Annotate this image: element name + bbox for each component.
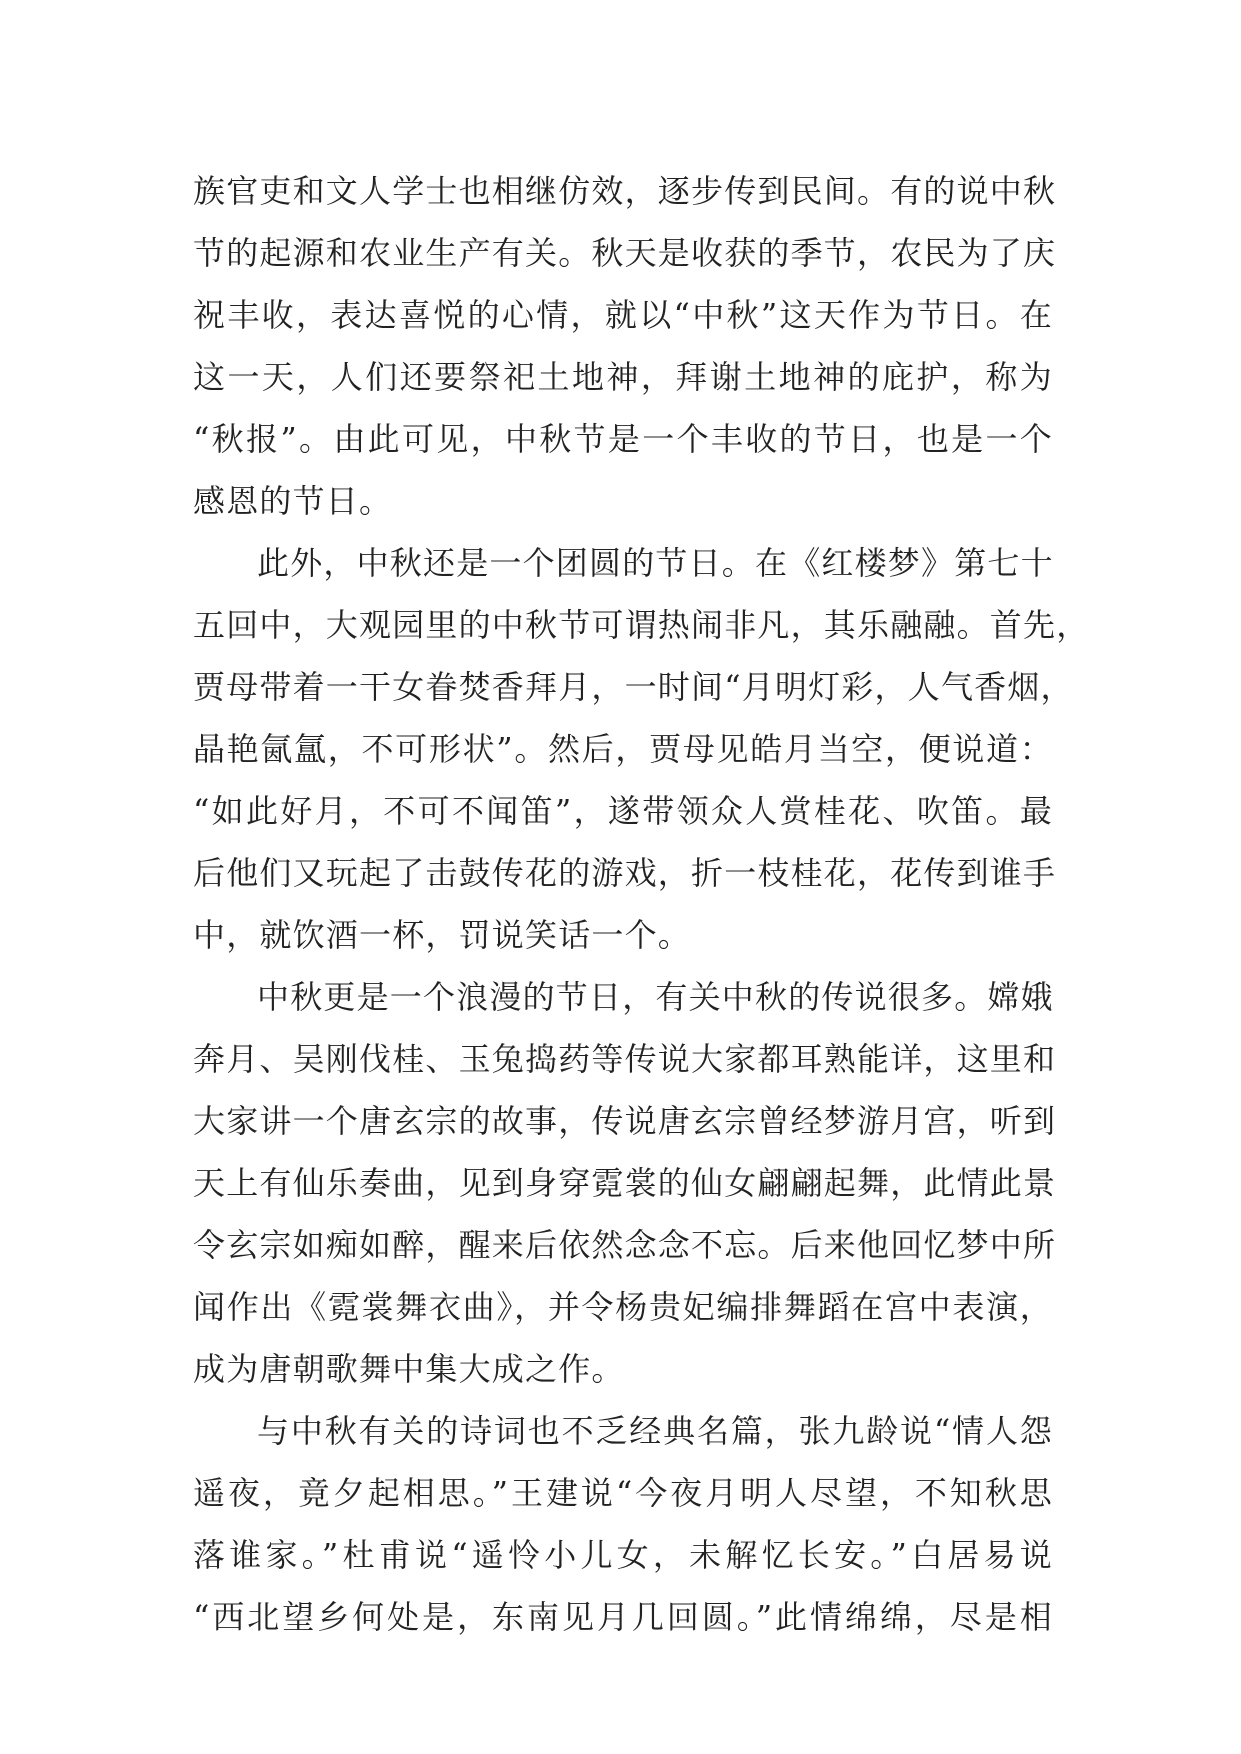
text-line: 天上有仙乐奏曲，见到身穿霓裳的仙女翩翩起舞，此情此景 xyxy=(193,1164,1057,1202)
text-line: “如此好月，不可不闻笛”，遂带领众人赏桂花、吹笛。最 xyxy=(193,792,1053,830)
text-line: 这一天，人们还要祭祀土地神，拜谢土地神的庇护，称为 xyxy=(193,358,1053,396)
text-line: 此外，中秋还是一个团圆的节日。在《红楼梦》第七十 xyxy=(257,544,1054,582)
text-line: 与中秋有关的诗词也不乏经典名篇，张九龄说“情人怨 xyxy=(257,1412,1053,1450)
text-line: 遥夜，竟夕起相思。”王建说“今夜月明人尽望，不知秋思 xyxy=(193,1474,1053,1512)
paragraph xyxy=(193,160,1057,532)
text-line: 后他们又玩起了击鼓传花的游戏，折一枝桂花，花传到谁手 xyxy=(193,854,1057,892)
text-line: 令玄宗如痴如醉，醒来后依然念念不忘。后来他回忆梦中所 xyxy=(193,1226,1057,1264)
text-line: 节的起源和农业生产有关。秋天是收获的季节，农民为了庆 xyxy=(193,234,1057,272)
text-line: 晶艳氤氲，不可形状”。然后，贾母见皓月当空，便说道： xyxy=(193,730,1053,768)
text-line: 感恩的节日。 xyxy=(193,482,393,520)
text-line: “秋报”。由此可见，中秋节是一个丰收的节日，也是一个 xyxy=(193,420,1053,458)
text-line: 五回中，大观园里的中秋节可谓热闹非凡，其乐融融。首先， xyxy=(193,606,1090,644)
text-line: 祝丰收，表达喜悦的心情，就以“中秋”这天作为节日。在 xyxy=(193,296,1053,334)
paragraph xyxy=(193,532,1090,966)
text-line: “西北望乡何处是，东南见月几回圆。”此情绵绵，尽是相 xyxy=(193,1598,1053,1636)
document-body xyxy=(193,160,1090,1648)
paragraph xyxy=(193,966,1057,1400)
text-line: 族官吏和文人学士也相继仿效，逐步传到民间。有的说中秋 xyxy=(193,172,1057,210)
text-line: 闻作出《霓裳舞衣曲》，并令杨贵妃编排舞蹈在宫中表演， xyxy=(193,1288,1053,1326)
text-line: 贾母带着一干女眷焚香拜月，一时间“月明灯彩，人气香烟， xyxy=(193,668,1074,706)
text-line: 中秋更是一个浪漫的节日，有关中秋的传说很多。嫦娥 xyxy=(257,978,1054,1016)
text-line: 落谁家。”杜甫说“遥怜小儿女，未解忆长安。”白居易说 xyxy=(193,1536,1053,1574)
paragraph xyxy=(193,1400,1053,1648)
text-line: 中，就饮酒一杯，罚说笑话一个。 xyxy=(193,916,692,954)
text-line: 奔月、吴刚伐桂、玉兔捣药等传说大家都耳熟能详，这里和 xyxy=(193,1040,1057,1078)
text-line: 成为唐朝歌舞中集大成之作。 xyxy=(193,1350,625,1388)
text-line: 大家讲一个唐玄宗的故事，传说唐玄宗曾经梦游月宫，听到 xyxy=(193,1102,1057,1140)
